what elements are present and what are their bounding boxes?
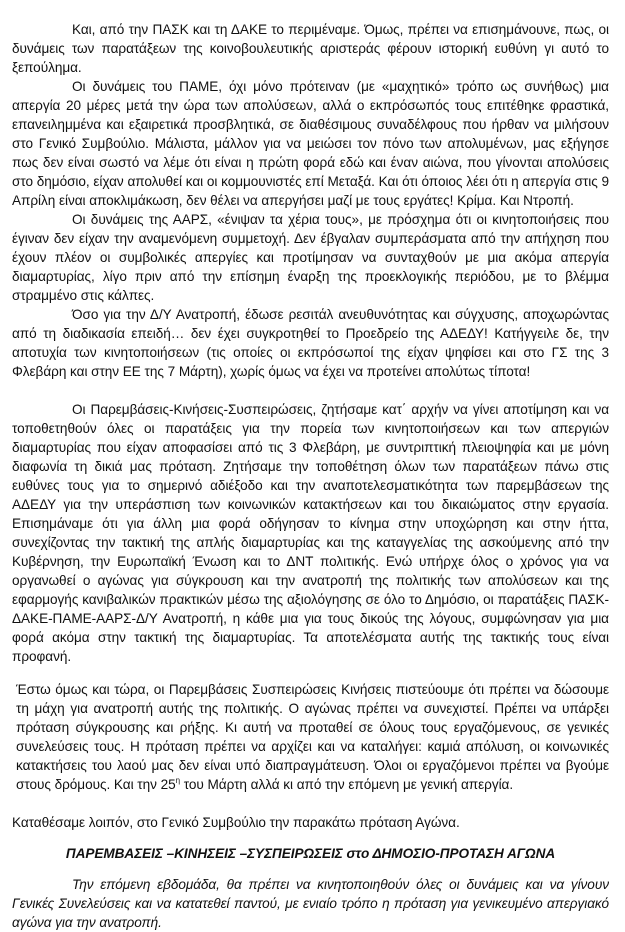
paragraph-spacer: [12, 863, 609, 875]
section-heading: ΠΑΡΕΜΒΑΣΕΙΣ –ΚΙΝΗΣΕΙΣ –ΣΥΣΠΕΙΡΩΣΕΙΣ στο ΔΗΜΟΣΙΟ-ΠΡΟΤΑΣΗ ΑΓΩΝΑ: [65, 846, 556, 861]
paragraph-text: του Μάρτη αλλά κι από την επόμενη με γενική απεργία.: [180, 777, 514, 792]
ordinal-superscript: η: [175, 776, 181, 785]
paragraph-dy-anatropi: Όσο για την Δ/Υ Ανατροπή, έδωσε ρεσιτάλ ανευθυνότητας και σύγχυσης, αποχωρώντας από τη διαδικασία επειδή… δεν έχει συγκροτηθεί το Προεδρείο της ΑΔΕΔΥ! Κατήγγειλε δε, την αποτυχία των κινητοποιήσεων (τις οποίες οι εκπρόσωποί της είχαν ψηφίσει και στο ΓΣ της 3 Φλεβάρη και στην ΕΕ της 7 Μάρτη), χωρίς όμως να έχει να προτείνει απολύτως τίποτα!: [12, 307, 609, 379]
paragraph-spacer: [12, 794, 609, 813]
paragraph-paremvaseis-position: Οι Παρεμβάσεις-Κινήσεις-Συσπειρώσεις, ζητήσαμε κατ΄ αρχήν να γίνει αποτίμηση και να τοποθετηθούν όλες οι παρατάξεις για την πορεία των κινητοποιήσεων και των απεργιών διαμαρτυρίας που είχαν αποφασίσει από τις 3 Φλεβάρη, με συντριπτική πλειοψηφία και με μόνη διαφωνία τη δικιά μας πρόταση. Ζητήσαμε την τοποθέτηση όλων των παρατάξεων πάνω στις ευθύνες τους για το σημερινό αδιέξοδο και την αναποτελεσματικότητα των παρεμβάσεων της ΑΔΕΔΥ για την υπεράσπιση των κοινωνικών κατακτήσεων και του δικαιώματος στην εργασία. Επισημάναμε ότι για άλλη μια φορά οδήγησαν το κίνημα στην υποχώρηση και στην ήττα, συνεχίζοντας την τακτική της απλής διαμαρτυρίας και της καταγγελίας της ασκούμενης από την Κυβέρνηση, την Ευρωπαϊκή Ένωση και το ΔΝΤ πολιτικής. Ενώ υπήρχε όλος ο χρόνος για να οργανωθεί ο αγώνας για σύγκρουση και την ανατροπή της πολιτικής των απολύσεων και της εφαρμογής κανιβαλικών πρακτικών μέσω της αξιολόγησης σε όλο το Δημόσιο, οι παρατάξεις ΠΑΣΚ-ΔΑΚΕ-ΠΑΜΕ-ΑΑΡΣ-Δ/Υ Ανατροπή, η κάθε μια για τους δικούς της λόγους, συμφώνησαν για μια φορά ακόμα στην τακτική της διαμαρτυρίας. Τα αποτελέσματα αυτής της τακτικής τους είναι προφανή.: [12, 402, 609, 664]
paragraph-pask-dake: Και, από την ΠΑΣΚ και τη ΔΑΚΕ το περιμέναμε. Όμως, πρέπει να επισημάνουνε, πως, οι δυνάμεις των παρατάξεων της κοινοβουλευτικής αριστεράς φέρουν ιστορική ευθύνη γι αυτό το ξεπούλημα.: [12, 22, 609, 75]
paragraph-spacer: [12, 832, 609, 844]
paragraph-spacer: [12, 381, 609, 400]
paragraph-text: Έστω όμως και τώρα, οι Παρεμβάσεις Συσπειρώσεις Κινήσεις πιστεύουμε ότι πρέπει να δώσουμε τη μάχη για ανατροπή αυτής της πολιτικής. Ο αγώνας πρέπει να συνεχιστεί. Πρέπει να υπάρξει πρόταση σύγκρουσης και ρήξης. Κι αυτή να προταθεί σε όλους τους εργαζόμενους, σε γενικές συνελεύσεις τους. Η πρόταση πρέπει να αρχίζει και να καταλήγει: καμιά απόλυση, οι κοινωνικές κατακτήσεις του λαού μας δεν είναι υπό διαπραγμάτευση. Όλοι οι εργαζόμενοι πρέπει να βγούμε στους δρόμους. Και την 25: [16, 682, 609, 792]
paragraph-submitted-proposal: Καταθέσαμε λοιπόν, στο Γενικό Συμβούλιο την παρακάτω πρόταση Αγώνα.: [12, 815, 460, 830]
paragraph-spacer: [12, 666, 609, 680]
paragraph-pame: Οι δυνάμεις του ΠΑΜΕ, όχι μόνο πρότειναν (με «μαχητικό» τρόπο ως συνήθως) μια απεργία 20 μέρες μετά την ώρα των απολύσεων, αλλά ο εκπρόσωπός τους επιτέθηκε φραστικά, επανειλημμένα και εξαιρετικά προσβλητικά, σε διαθέσιμους συναδέλφους που ήρθαν να μιλήσουν στο Γενικό Συμβούλιο. Μάλιστα, μάλλον για να μειώσει τον πόνο των απολυμένων, μας εξήγησε πως δεν είναι σωστό να λέμε ότι είναι η πρώτη φορά εδώ και έναν αιώνα, που γίνονται απολύσεις στο δημόσιο, είχαν απολυθεί και οι κομμουνιστές επί Μεταξά. Και ότι όποιος λέει ότι η απεργία στις 9 Απρίλη είναι αποκλιμάκωση, δεν θέλει να απεργήσει μαζί με τους εργάτες! Κρίμα. Και Ντροπή.: [12, 79, 609, 208]
proposal-paragraph: Την επόμενη εβδομάδα, θα πρέπει να κινητοποιηθούν όλες οι δυνάμεις και να γίνουν Γενικές Συνελεύσεις και να κατατεθεί παντού, με ενιαίο τρόπο η πρόταση για γενικευμένο απεργιακό αγώνα για την ανατροπή.: [12, 877, 609, 930]
document-page: [12, 20, 609, 932]
paragraph-struggle-continues: [16, 680, 609, 794]
paragraph-aars: Οι δυνάμεις της ΑΑΡΣ, «ένιψαν τα χέρια τους», με πρόσχημα ότι οι κινητοποιήσεις που έγιναν δεν είχαν την αναμενόμενη συμμετοχή. Δεν έβγαλαν συμπεράσματα από την απήχηση που έχουν πλέον οι συμβολικές απεργίες και προτίμησαν να συνταχθούν με μια ακόμα απεργία διαμαρτυρίας, λίγο πριν από την επίσημη έναρξη της προεκλογικής περιόδου, με το βλέμμα στραμμένο στις κάλπες.: [12, 212, 609, 303]
